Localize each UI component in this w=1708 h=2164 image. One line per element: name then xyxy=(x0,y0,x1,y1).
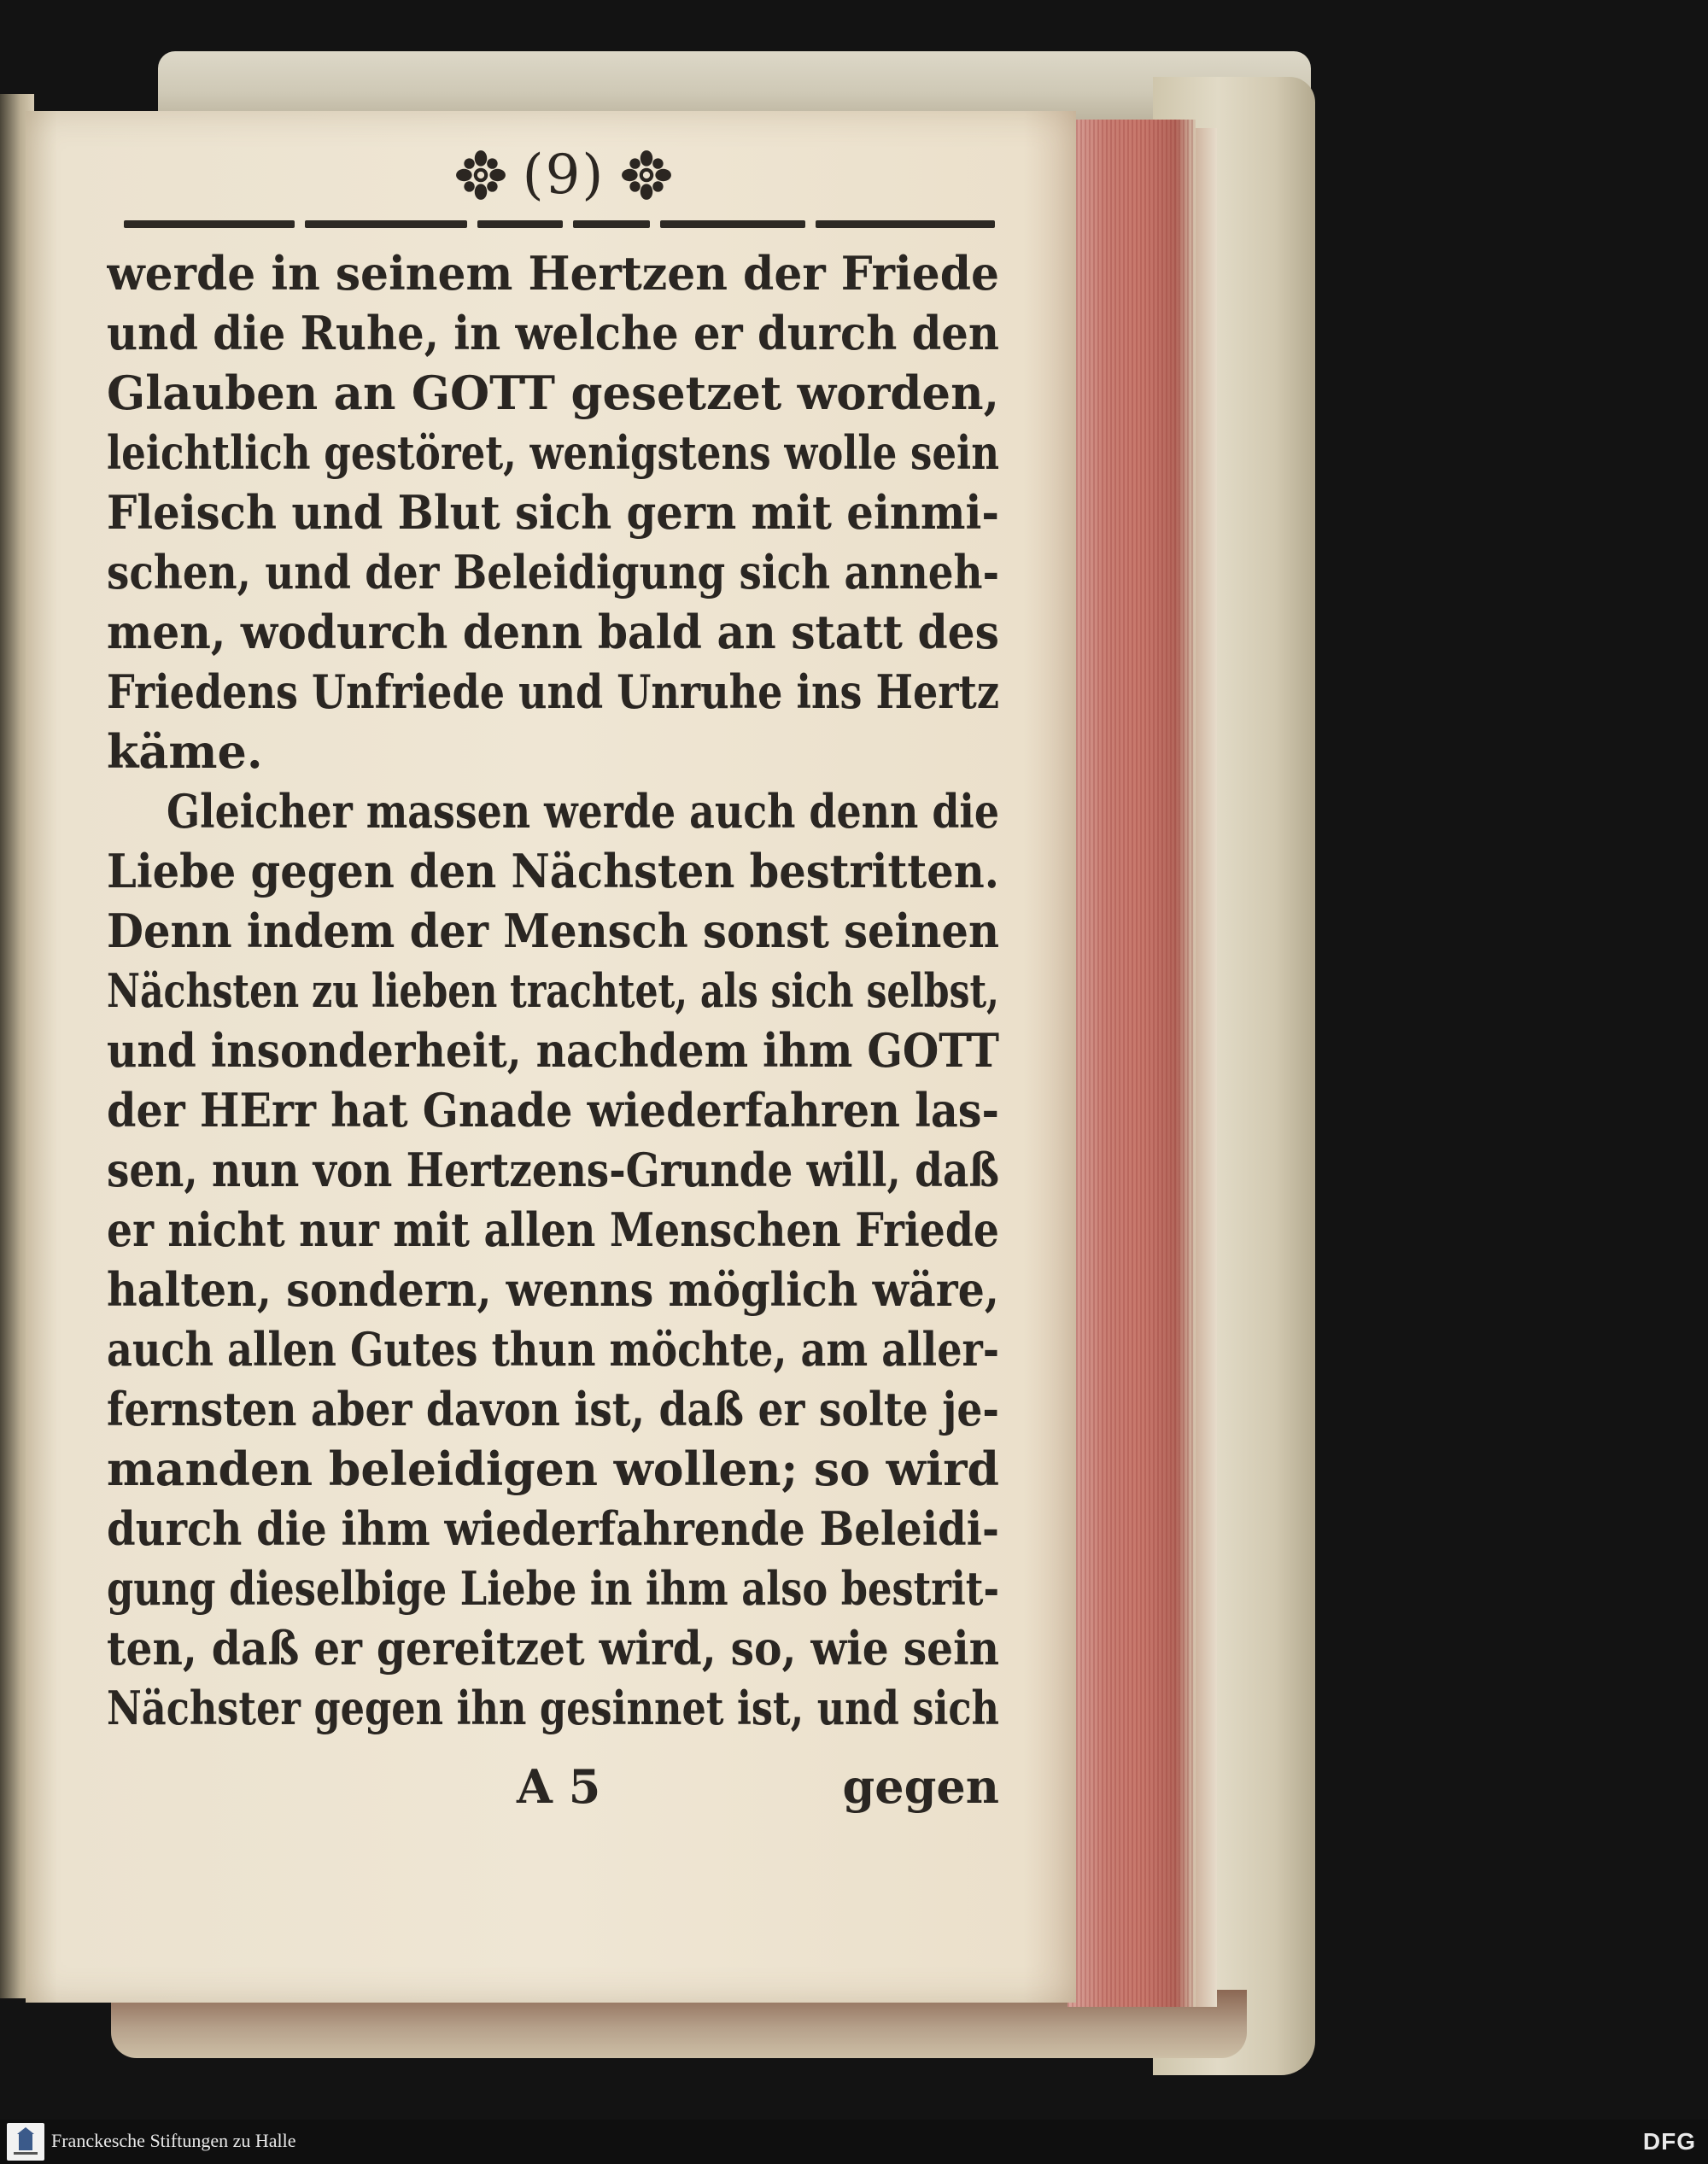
text-line: manden beleidigen wollen; so wird xyxy=(107,1442,999,1496)
rule-segment xyxy=(816,220,995,228)
text-line: und insonderheit, nachdem ihm GOTT xyxy=(107,1023,999,1078)
signature-mark: A 5 xyxy=(517,1759,601,1814)
text-line: Fleisch und Blut sich gern mit einmi- xyxy=(107,485,999,540)
text-line: fernsten aber davon ist, daß er solte je- xyxy=(107,1382,999,1436)
institution-logo-icon xyxy=(7,2123,44,2161)
text-line: werde in seinem Hertzen der Friede xyxy=(107,246,999,301)
vellum-cover-top xyxy=(158,51,1311,120)
flower-ornament-icon xyxy=(620,149,673,202)
text-line: Nächsten zu lieben trachtet, als sich selbst, xyxy=(107,963,999,1018)
catchword: gegen xyxy=(842,1759,999,1814)
red-fore-edge xyxy=(1068,120,1196,2007)
text-line: schen, und der Beleidigung sich anneh- xyxy=(107,545,999,599)
text-line: Gleicher massen werde auch denn die xyxy=(167,784,999,839)
institution-name: Franckesche Stiftungen zu Halle xyxy=(51,2130,296,2151)
dfg-logo: DFG xyxy=(1642,2128,1696,2155)
page-header xyxy=(124,137,995,231)
rule-segment xyxy=(305,220,467,228)
text-line: men, wodurch denn bald an statt des xyxy=(107,605,999,659)
text-line: ten, daß er gereitzet wird, so, wie sein xyxy=(107,1621,999,1676)
text-line: sen, nun von Hertzens-Grunde will, daß xyxy=(107,1143,999,1197)
header-rule xyxy=(124,220,995,229)
text-line: durch die ihm wiederfahrende Beleidi- xyxy=(107,1501,999,1556)
page-number: (9) xyxy=(522,143,605,207)
flower-ornament-icon xyxy=(454,149,507,202)
building-icon xyxy=(7,2123,44,2161)
text-line: Liebe gegen den Nächsten bestritten. xyxy=(107,844,999,898)
header-center xyxy=(418,137,709,213)
text-line: Nächster gegen ihn gesinnet ist, und sich xyxy=(107,1681,999,1735)
page-block-inner xyxy=(1196,128,1217,2007)
rule-segment xyxy=(660,220,805,228)
text-line: gung dieselbige Liebe in ihm also bestrit- xyxy=(107,1561,999,1616)
body-text xyxy=(107,243,999,1738)
text-line: leichtlich gestöret, wenigstens wolle sein xyxy=(107,425,999,480)
page-footer-line xyxy=(107,1759,999,1819)
text-line: er nicht nur mit allen Menschen Friede xyxy=(107,1202,999,1257)
text-line: und die Ruhe, in welche er durch den xyxy=(107,306,999,360)
viewer-footer xyxy=(0,2120,1708,2164)
text-line: auch allen Gutes thun möchte, am aller- xyxy=(107,1322,999,1377)
rule-segment xyxy=(124,220,295,228)
rule-segment xyxy=(477,220,563,228)
text-line: der HErr hat Gnade wiederfahren las- xyxy=(107,1083,999,1138)
text-line: halten, sondern, wenns möglich wäre, xyxy=(107,1262,999,1317)
text-line: Glauben an GOTT gesetzet worden, xyxy=(107,366,999,420)
rule-segment xyxy=(573,220,650,228)
text-line: Denn indem der Mensch sonst seinen xyxy=(107,904,999,958)
text-line: käme. xyxy=(107,724,263,779)
text-line: Friedens Unfriede und Unruhe ins Hertz xyxy=(107,664,999,719)
